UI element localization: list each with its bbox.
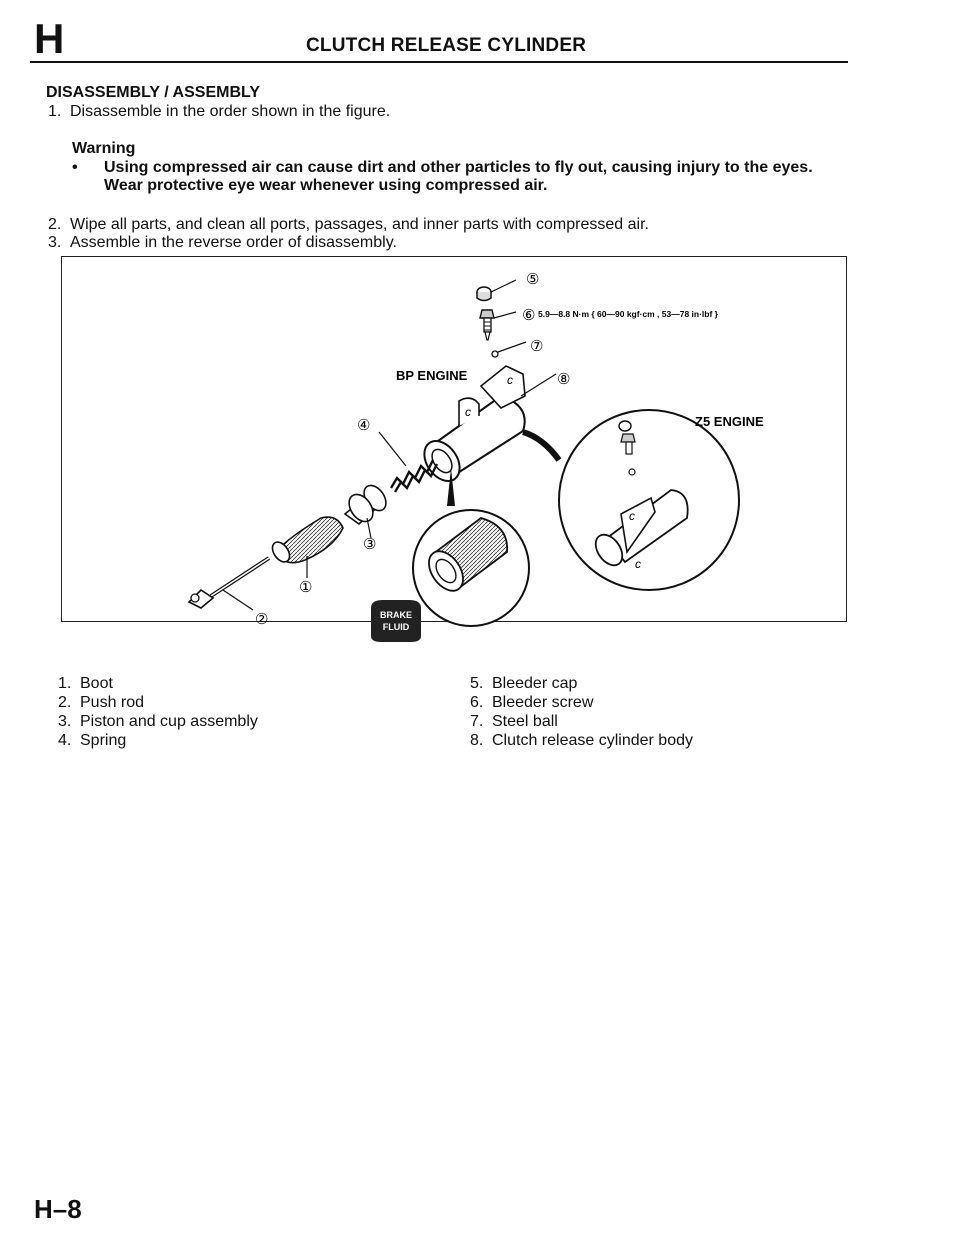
brake-fluid-text-1: BRAKE <box>379 610 413 620</box>
piston-cup-drawing <box>344 481 390 538</box>
steel-ball-drawing <box>492 351 498 357</box>
legend-item: 6. Bleeder screw <box>470 694 594 711</box>
callout-8: ⑧ <box>557 371 571 388</box>
bp-engine-label: BP ENGINE <box>396 368 468 383</box>
callout-3: ③ <box>363 536 377 553</box>
callout-2: ② <box>255 611 269 628</box>
legend-item: 8. Clutch release cylinder body <box>470 732 693 749</box>
step-item <box>48 215 649 234</box>
step-text: Disassemble in the order shown in the figure. <box>70 103 391 120</box>
bullet-icon: • <box>72 159 78 176</box>
callout-7: ⑦ <box>530 338 544 355</box>
z5-engine-label: Z5 ENGINE <box>695 414 764 429</box>
section-letter: H <box>34 15 65 62</box>
torque-spec: 5.9—8.8 N·m { 60—90 kgf·cm , 53—78 in·lbf } <box>538 309 718 319</box>
bleeder-screw-drawing <box>480 310 516 340</box>
legend-item: 2. Push rod <box>58 694 145 711</box>
legend-item: 7. Steel ball <box>470 713 558 730</box>
legend-item: 4. Spring <box>58 732 127 749</box>
boot-drawing <box>269 517 343 578</box>
callout-4: ④ <box>357 417 371 434</box>
cylinder-body-bp-drawing <box>417 366 556 488</box>
warning-line <box>72 158 813 177</box>
page-title: CLUTCH RELEASE CYLINDER <box>306 35 587 56</box>
step-item <box>48 233 397 252</box>
brake-fluid-text-2: FLUID <box>382 622 410 632</box>
step-text: Assemble in the reverse order of disassembly. <box>70 234 397 251</box>
legend-item: 3. Piston and cup assembly <box>58 713 258 730</box>
step-item <box>48 102 390 121</box>
step-number: 2. <box>48 216 62 233</box>
warning-heading: Warning <box>72 140 136 157</box>
legend-left <box>58 674 258 750</box>
callout-5: ⑤ <box>526 271 540 288</box>
warning-line: Wear protective eye wear whenever using compressed air. <box>104 177 548 194</box>
svg-text:c: c <box>465 405 471 419</box>
svg-text:c: c <box>507 373 513 387</box>
legend-item: 5. Bleeder cap <box>470 675 578 692</box>
page-number: H–8 <box>34 1194 82 1224</box>
svg-text:c: c <box>635 557 641 571</box>
detail-circle-cup <box>413 468 529 626</box>
exploded-view-diagram <box>61 256 847 632</box>
step-text: Wipe all parts, and clean all ports, passages, and inner parts with compressed air. <box>70 216 649 233</box>
step-number: 1. <box>48 103 62 120</box>
callout-1: ① <box>299 579 313 596</box>
bleeder-cap-drawing <box>477 280 516 301</box>
legend-item: 1. Boot <box>58 675 113 692</box>
legend-right <box>470 674 693 750</box>
svg-text:c: c <box>629 509 635 523</box>
step-number: 3. <box>48 234 62 251</box>
warning-text: Using compressed air can cause dirt and other particles to fly out, causing injury to the eyes. <box>104 159 813 176</box>
section-heading: DISASSEMBLY / ASSEMBLY <box>46 84 260 101</box>
push-rod-drawing <box>189 558 269 610</box>
header-rule <box>30 61 848 63</box>
brake-fluid-badge <box>371 600 421 642</box>
detail-circle-z5 <box>523 410 739 590</box>
callout-6: ⑥ <box>522 307 536 324</box>
